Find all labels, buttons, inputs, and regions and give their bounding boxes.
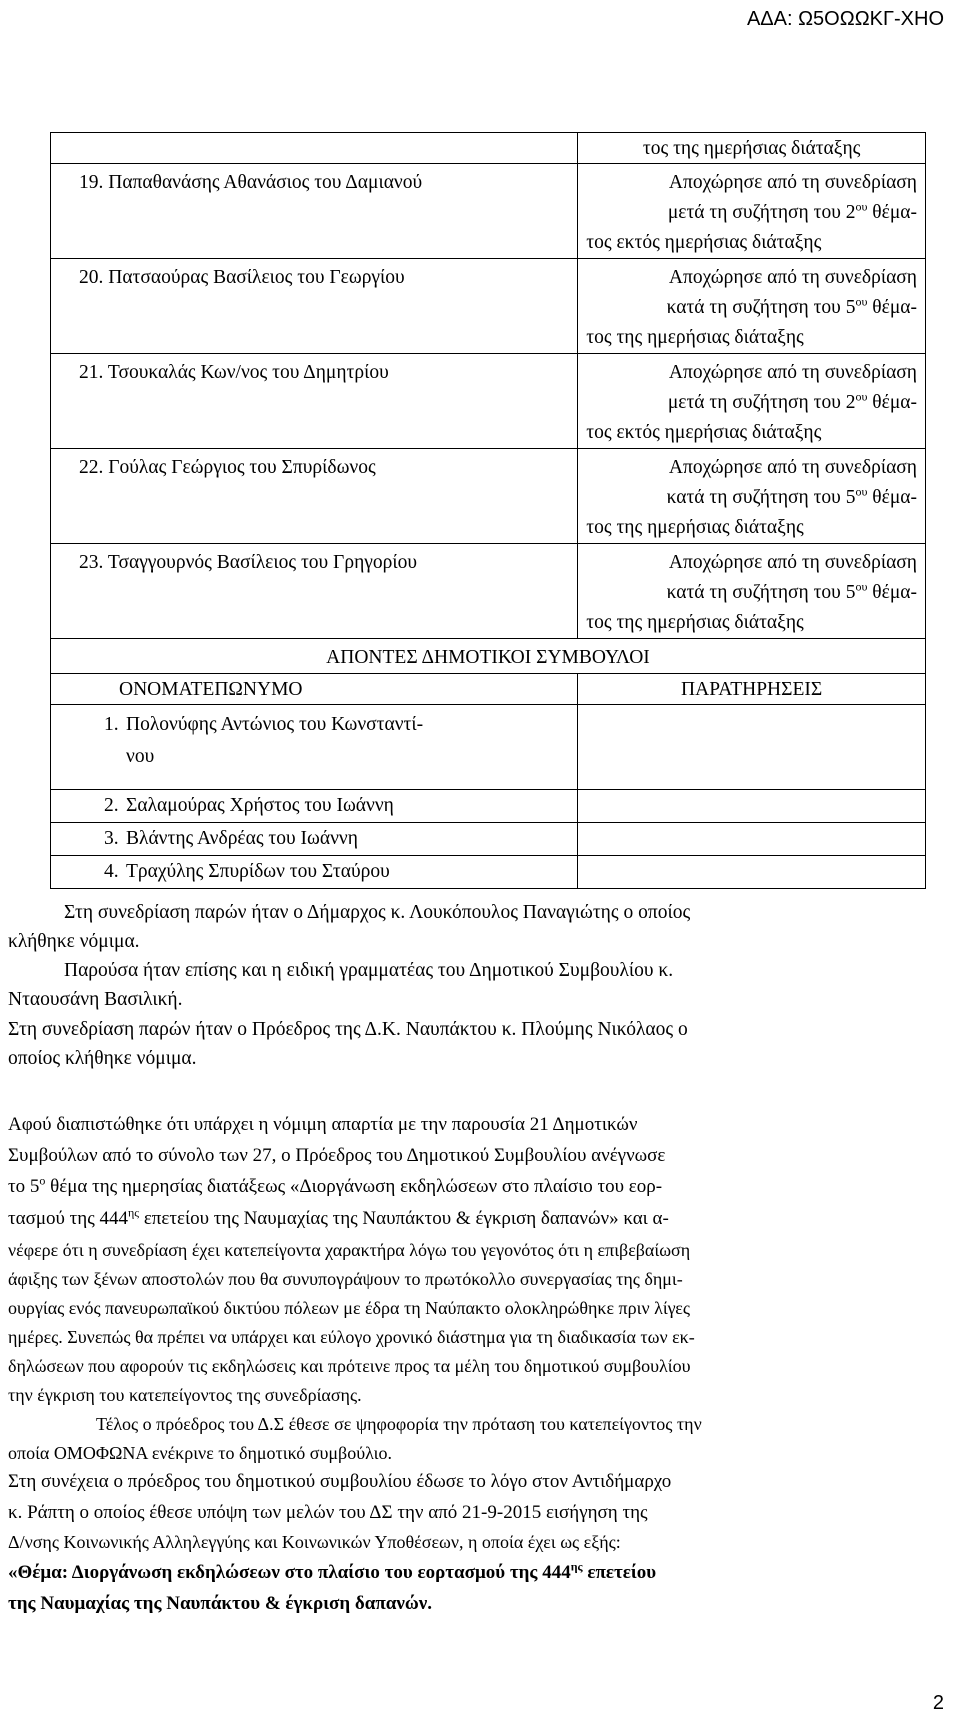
member-note: Αποχώρησε από τη συνεδρίαση μετά τη συζήτηση του $2^{o\upsilon}$ θέμα- τος εκτός ημερήσιας διάταξης	[586, 362, 917, 443]
table-row	[51, 133, 926, 164]
table-row	[51, 164, 926, 259]
table-row	[51, 449, 926, 544]
table-row	[51, 823, 926, 856]
table-row	[51, 354, 926, 449]
table-row	[51, 639, 926, 674]
member-note: Αποχώρησε από τη συνεδρίαση κατά τη συζήτηση του $5^{o\upsilon}$ θέμα- τος της ημερήσιας διάταξης	[586, 457, 917, 538]
member-name: 20. Πατσαούρας Βασίλειος του Γεωργίου	[79, 267, 405, 288]
table-row	[51, 856, 926, 889]
secretary-line-2: Νταουσάνη Βασιλική.	[8, 989, 183, 1010]
absent-title: ΑΠΟΝΤΕΣ ΔΗΜΟΤΙΚΟΙ ΣΥΜΒΟΥΛΟΙ	[326, 647, 650, 668]
secretary-line: Παρούσα ήταν επίσης και η ειδική γραμματέας του Δημοτικού Συμβουλίου κ.	[64, 960, 674, 981]
table-row	[51, 259, 926, 354]
member-name: 23. Τσαγγουρνός Βασίλειος του Γρηγορίου	[79, 552, 418, 573]
col-header-name: ΟΝΟΜΑΤΕΠΩΝΥΜΟ	[119, 679, 303, 700]
table-row	[51, 544, 926, 639]
member-note: Αποχώρησε από τη συνεδρίαση μετά τη συζήτηση του $2^{o\upsilon}$ θέμα- τος εκτός ημερήσιας διάταξης	[586, 172, 917, 253]
absent-member: 2. Σαλαμούρας Χρήστος του Ιωάννη	[104, 795, 394, 816]
table-row	[51, 790, 926, 823]
president-line: Στη συνεδρίαση παρών ήταν ο Πρόεδρος της Δ.Κ. Ναυπάκτου κ. Πλούμης Νικόλαος ο	[8, 1019, 688, 1040]
col-header-notes: ΠΑΡΑΤΗΡΗΣΕΙΣ	[681, 679, 823, 700]
member-name: 22. Γούλας Γεώργιος του Σπυρίδωνος	[79, 457, 376, 478]
member-note: Αποχώρησε από τη συνεδρίαση κατά τη συζήτηση του $5^{o\upsilon}$ θέμα- τος της ημερήσιας διάταξης	[586, 552, 917, 633]
member-name: 19. Παπαθανάσης Αθανάσιος του Δαμιανού	[79, 172, 423, 193]
absent-member: 3. Βλάντης Ανδρέας του Ιωάννη	[104, 828, 358, 849]
continued-note: τος της ημερήσιας διάταξης	[642, 138, 861, 159]
member-name: 21. Τσουκαλάς Κων/νος του Δημητρίου	[79, 362, 389, 383]
mayor-present-line-2: κλήθηκε νόμιμα.	[8, 931, 140, 952]
mayor-present-line: Στη συνεδρίαση παρών ήταν ο Δήμαρχος κ. Λουκόπουλος Παναγιώτης ο οποίος	[64, 902, 691, 923]
president-line-2: οποίος κλήθηκε νόμιμα.	[8, 1048, 197, 1069]
document-page: ΑΔΑ: Ω5ΟΩΩΚΓ-ΧΗΟ τος της ημερήσιας διάταξης 19. Παπαθανάσης Αθανάσιος του Δαμιανού Αποχώρησε από τη συνεδρίαση μετά τη συζήτηση του $2^{o\upsilon}$ θέμα- τος εκτός ημερήσιας διάταξης 20. Πατσαούρας Βασίλειος του Γεωργίου Αποχώρησε από τη συνεδρίαση κατά τη συζήτηση του $5^{o\upsilon}$ θέμα- τος της ημερήσιας διάταξης 21. Τσουκαλάς Κων/νος του Δημητρίου Αποχώρησε από τη συνεδρίαση μετά τη συζήτηση του $2^{o\upsilon}$ θέμα- τος εκτός ημερήσιας διάταξης 22. Γούλας Γεώργιος του Σπυρίδωνος Αποχώρησε από τη συνεδρίαση κατά τη συζήτηση του $5^{o\upsilon}$ θέμα- τος της ημερήσιας διάταξης 23. Τσαγγουρνός Βασίλειος του Γρηγορίου Αποχώρησε από τη συνεδρίαση κατά τη συζήτηση του $5^{o\upsilon}$ θέμα- τος της ημερήσιας διάταξης ΑΠΟΝΤΕΣ ΔΗΜΟΤΙΚΟΙ ΣΥΜΒΟΥΛΟΙ ΟΝΟΜΑΤΕΠΩΝΥΜΟ ΠΑΡΑΤΗΡΗΣΕΙΣ 1. Πολονύφης Αντώνιος του Κωνσταντί- νου 2. Σαλαμούρας Χρήστος του Ιωάννη 3. Βλάντης Ανδρέας του Ιωάννη 4. Τραχύλης Σπυρίδων του Σταύρου Στη συνεδρίαση παρών ήταν ο Δήμαρχος κ. Λουκόπουλος Παναγιώτης ο οποίος κλήθηκε νόμιμα. Παρούσα ήταν επίσης και η ειδική γραμματέας του Δημοτικού Συμβουλίου κ. Νταουσάνη Βασιλική. Στη συνεδρίαση παρών ήταν ο Πρόεδρος της Δ.Κ. Ναυπάκτου κ. Πλούμης Νικόλαος ο οποίος κλήθηκε νόμιμα. Αφού διαπιστώθηκε ότι υπάρχει η νόμιμη απαρτία με την παρουσία 21 Δημοτικών Συμβούλων από το σύνολο των 27, ο Πρόεδρος του Δημοτικού Συμβουλίου ανέγνωσε το $5^o$ θέμα της ημερησίας διατάξεως «Διοργάνωση εκδηλώσεων στο πλαίσιο του εορ- τασμού της $444^{\eta\varsigma}$ επετείου της Ναυμαχίας της Ναυπάκτου & έγκριση δαπανών» και α- νέφερε ότι η συνεδρίαση έχει κατεπείγοντα χαρακτήρα λόγω του γεγονότος ότι η επιβεβαίωση άφιξης των ξένων αποστολών που θα συνυπογράψουν το πρωτόκολλο συνεργασίας της δημι- ουργίας ενός πανευρωπαϊκού δικτύου πόλεων με έδρα τη Ναύπακτο ολοκληρώθηκε πριν λίγες ημέρες. Συνεπώς θα πρέπει να υπάρχει και εύλογο χρονικό διάστημα για τη διαδικασία των εκ- δηλώσεων που αφορούν τις εκδηλώσεις και πρότεινε προς τα μέλη του δημοτικού συμβουλίου την έγκριση του κατεπείγοντος της συνεδρίασης. Τέλος ο πρόεδρος του Δ.Σ έθεσε σε ψηφοφορία την πρόταση του κατεπείγοντος την οποία ΟΜΟΦΩΝΑ ενέκρινε το δημοτικό συμβούλιο. Στη συνέχεια ο πρόεδρος του δημοτικού συμβουλίου έδωσε το λόγο στον Αντιδήμαρχο κ. Ράπτη ο οποίος έθεσε υπόψη των μελών του ΔΣ την από 21-9-2015 εισήγηση της Δ/νσης Κοινωνικής Αλληλεγγύης και Κοινωνικών Υποθέσεων, η οποία έχει ως εξής: «Θέμα: Διοργάνωση εκδηλώσεων στο πλαίσιο του εορτασμού της $444^{\eta\varsigma}$ επετείου της Ναυμαχίας της Ναυπάκτου & έγκριση δαπανών. 2	[8, 8, 944, 1714]
departures-table	[50, 132, 926, 889]
absent-member: 4. Τραχύλης Σπυρίδων του Σταύρου	[104, 861, 390, 882]
absent-member: 1. Πολονύφης Αντώνιος του Κωνσταντί- νου	[104, 714, 424, 767]
member-note: Αποχώρησε από τη συνεδρίαση κατά τη συζήτηση του $5^{o\upsilon}$ θέμα- τος της ημερήσιας διάταξης	[586, 267, 917, 348]
table-row	[51, 705, 926, 790]
page-number: 2	[932, 1692, 944, 1714]
ada-code: ΑΔΑ: Ω5ΟΩΩΚΓ-ΧΗΟ	[746, 8, 944, 30]
table-row	[51, 674, 926, 705]
